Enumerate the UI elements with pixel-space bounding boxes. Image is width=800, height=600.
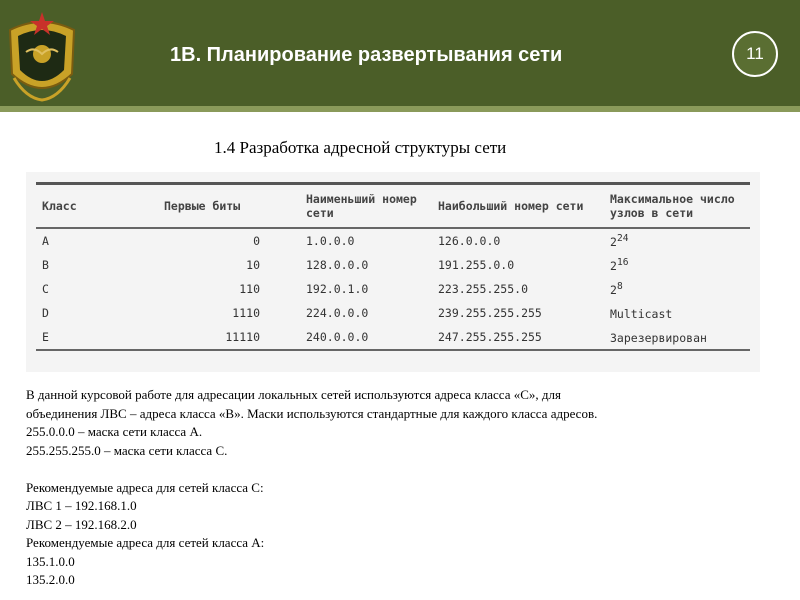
hosts-base: 2	[610, 234, 617, 249]
cell-hosts	[604, 301, 750, 325]
table-header-row	[36, 184, 750, 229]
hosts-base: Зарезервирован	[610, 330, 707, 345]
cell-hosts	[604, 277, 750, 301]
address-class-table	[36, 182, 750, 351]
cell-hosts	[604, 325, 750, 350]
body-line: ЛВС 2 – 192.168.2.0	[26, 516, 137, 532]
cell-bits: 0	[253, 234, 260, 248]
cell-class: E	[42, 330, 49, 344]
cell-class: C	[42, 282, 49, 296]
table-row	[36, 325, 750, 350]
cell-class: A	[42, 234, 49, 248]
emblem-icon	[6, 8, 78, 102]
body-line: 255.0.0.0 – маска сети класса А.	[26, 424, 203, 439]
body-line: 255.255.255.0 – маска сети класса С.	[26, 442, 228, 458]
body-line: В данной курсовой работе для адресации локальных сетей используются адреса класса «С», для	[26, 387, 561, 402]
hosts-exponent: 24	[616, 233, 629, 245]
hosts-exponent: 8	[616, 281, 623, 293]
header-stripe	[0, 106, 800, 112]
table-row	[36, 228, 750, 253]
table-row	[36, 301, 750, 325]
header-min-network: Наименьший номер сети	[306, 192, 417, 220]
header-first-bits: Первые биты	[164, 199, 241, 213]
table-row	[36, 277, 750, 301]
body-line: ЛВС 1 – 192.168.1.0	[26, 498, 137, 513]
cell-hosts	[604, 228, 750, 253]
header-class: Класс	[42, 199, 77, 213]
cell-min: 192.0.1.0	[306, 282, 369, 296]
cell-bits: 1110	[232, 306, 260, 320]
cell-bits: 10	[246, 258, 260, 272]
hosts-base: Multicast	[610, 306, 673, 321]
hosts-base: 2	[610, 258, 617, 273]
cell-bits: 11110	[225, 330, 260, 344]
cell-bits: 110	[239, 282, 260, 296]
table-row	[36, 253, 750, 277]
cell-min: 128.0.0.0	[306, 258, 369, 272]
header-max-network: Наибольший номер сети	[438, 199, 584, 213]
address-class-table-image	[26, 172, 760, 372]
cell-max: 126.0.0.0	[438, 234, 501, 248]
body-line: 135.2.0.0	[26, 572, 75, 587]
cell-max: 247.255.255.255	[438, 330, 542, 344]
hosts-exponent: 16	[616, 257, 629, 269]
cell-max: 191.255.0.0	[438, 258, 515, 272]
body-line: Рекомендуемые адреса для сетей класса С:	[26, 479, 264, 495]
body-line: объединения ЛВС – адреса класса «В». Маски используются стандартные для каждого класса адресов.	[26, 405, 598, 421]
section-heading: 1.4 Разработка адресной структуры сети	[214, 138, 507, 157]
header-max-hosts: Максимальное число узлов в сети	[610, 192, 735, 220]
cell-class: D	[42, 306, 49, 320]
hosts-base: 2	[610, 282, 617, 297]
cell-min: 224.0.0.0	[306, 306, 369, 320]
cell-max: 223.255.255.0	[438, 282, 529, 296]
cell-max: 239.255.255.255	[438, 306, 542, 320]
cell-min: 1.0.0.0	[306, 234, 355, 248]
cell-hosts	[604, 253, 750, 277]
page-title: 1В. Планирование развертывания сети	[170, 44, 563, 66]
cell-class: B	[42, 258, 49, 272]
body-line: Рекомендуемые адреса для сетей класса А:	[26, 535, 265, 550]
body-text	[26, 386, 786, 590]
page-number-badge: 11	[732, 31, 778, 77]
spacer	[26, 460, 786, 479]
cell-min: 240.0.0.0	[306, 330, 369, 344]
body-line: 135.1.0.0	[26, 553, 75, 569]
